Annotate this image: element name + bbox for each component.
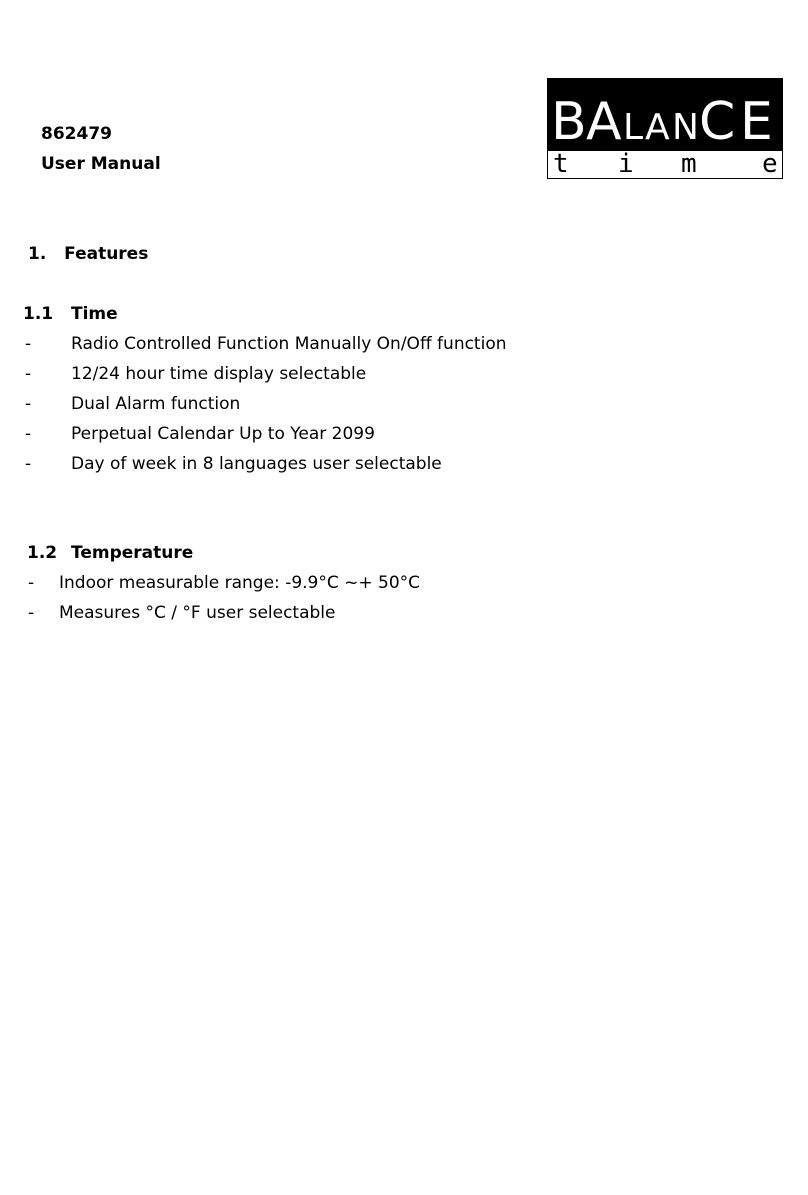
list-item-dash: - [25, 364, 32, 384]
list-item: Day of week in 8 languages user selectable [71, 454, 442, 474]
svg-text:i: i [618, 149, 634, 178]
svg-text:B: B [551, 92, 587, 152]
svg-text:m: m [681, 149, 697, 178]
section-1-2-number: 1.2 [27, 543, 58, 563]
svg-text:t: t [553, 149, 569, 178]
section-1-1-number: 1.1 [23, 304, 54, 324]
list-item: 12/24 hour time display selectable [71, 364, 367, 384]
svg-text:A: A [586, 92, 622, 152]
balance-time-logo [547, 78, 783, 179]
list-item-dash: - [28, 573, 35, 593]
svg-text:C: C [699, 92, 736, 152]
document-title: User Manual [41, 154, 161, 174]
list-item-dash: - [25, 334, 32, 354]
svg-text:N: N [672, 107, 699, 148]
section-1-2-title: Temperature [71, 543, 194, 563]
svg-text:e: e [762, 149, 778, 178]
section-1-heading [28, 244, 148, 264]
list-item-dash: - [25, 454, 32, 474]
model-number: 862479 [41, 124, 112, 144]
section-1-number: 1. [28, 244, 47, 264]
list-item-dash: - [28, 603, 35, 623]
list-item-dash: - [25, 394, 32, 414]
list-item: Indoor measurable range: -9.9°C ~+ 50°C [59, 573, 421, 593]
svg-text:E: E [740, 92, 773, 152]
section-1-1-title: Time [71, 304, 118, 324]
list-item: Dual Alarm function [71, 394, 241, 414]
list-item-dash: - [25, 424, 32, 444]
list-item: Perpetual Calendar Up to Year 2099 [71, 424, 375, 444]
section-1-title: Features [64, 244, 149, 264]
svg-text:A: A [645, 107, 670, 148]
logo-lettering [548, 79, 782, 178]
list-item: Radio Controlled Function Manually On/Off function [71, 334, 507, 354]
list-item: Measures °C / °F user selectable [59, 603, 336, 623]
svg-text:L: L [623, 107, 644, 148]
